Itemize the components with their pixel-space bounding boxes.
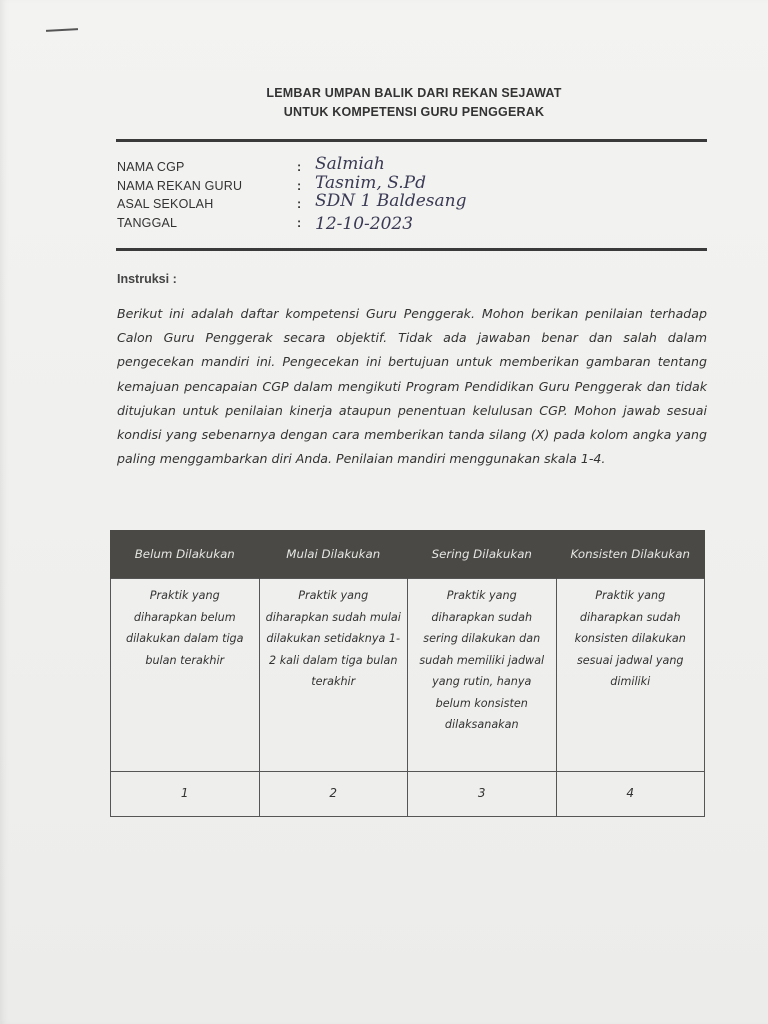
score-cell-3[interactable]: 3 — [408, 772, 557, 817]
description-cell: Praktik yang diharapkan sudah konsisten dilakukan sesuai jadwal yang dimiliki — [556, 579, 705, 772]
info-label: TANGGAL — [117, 215, 178, 230]
rating-scale-table — [110, 530, 705, 817]
table-header-row — [111, 530, 705, 579]
info-colon: : — [297, 197, 302, 211]
header-sering-dilakukan: Sering Dilakukan — [408, 530, 557, 579]
handwritten-value: Salmiah — [315, 154, 385, 174]
document-title — [0, 84, 768, 122]
info-colon: : — [297, 160, 302, 174]
info-colon: : — [297, 215, 302, 230]
handwritten-value: Tasnim, S.Pd — [315, 172, 426, 193]
handwritten-value: SDN 1 Baldesang — [315, 191, 467, 211]
identity-block — [117, 154, 677, 234]
bottom-divider — [116, 248, 707, 251]
description-row — [111, 579, 705, 772]
handwritten-value: 12-10-2023 — [315, 213, 414, 234]
description-cell: Praktik yang diharapkan sudah sering dilakukan dan sudah memiliki jadwal yang rutin, hanya belum konsisten dilaksanakan — [408, 579, 557, 772]
pen-mark — [46, 28, 78, 32]
description-cell: Praktik yang diharapkan belum dilakukan dalam tiga bulan terakhir — [111, 579, 260, 772]
title-line-2: UNTUK KOMPETENSI GURU PENGGERAK — [283, 105, 545, 119]
score-cell-2[interactable]: 2 — [259, 772, 408, 817]
description-cell: Praktik yang diharapkan sudah mulai dilakukan setidaknya 1-2 kali dalam tiga bulan terakhir — [259, 579, 408, 772]
header-konsisten-dilakukan: Konsisten Dilakukan — [556, 530, 705, 579]
score-row — [111, 772, 705, 817]
instructions-heading: Instruksi : — [117, 272, 177, 286]
info-colon: : — [297, 178, 302, 193]
score-cell-4[interactable]: 4 — [556, 772, 705, 817]
header-belum-dilakukan: Belum Dilakukan — [111, 530, 260, 579]
info-label: NAMA CGP — [117, 160, 185, 174]
info-row-tanggal — [117, 213, 677, 235]
info-label: NAMA REKAN GURU — [117, 178, 243, 193]
info-label: ASAL SEKOLAH — [117, 197, 214, 211]
top-divider — [116, 139, 707, 142]
title-line-1: LEMBAR UMPAN BALIK DARI REKAN SEJAWAT — [266, 86, 562, 100]
header-mulai-dilakukan: Mulai Dilakukan — [259, 530, 408, 579]
instructions-paragraph: Berikut ini adalah daftar kompetensi Guru Penggerak. Mohon berikan penilaian terhadap Calon Guru Penggerak secara objektif. Tidak ada jawaban benar dan salah dalam pengecekan mandiri ini. Pengecekan ini bertujuan untuk memberikan gambaran tentang kemajuan pencapaian CGP dalam mengikuti Program Pendidikan Guru Penggerak dan tidak ditujukan untuk penilaian kinerja ataupun penentuan kelulusan CGP. Mohon jawab sesuai kondisi yang sebenarnya dengan cara memberikan tanda silang (X) pada kolom angka yang paling menggambarkan diri Anda. Penilaian mandiri menggunakan skala 1-4. — [117, 306, 707, 467]
score-cell-1[interactable]: 1 — [111, 772, 260, 817]
